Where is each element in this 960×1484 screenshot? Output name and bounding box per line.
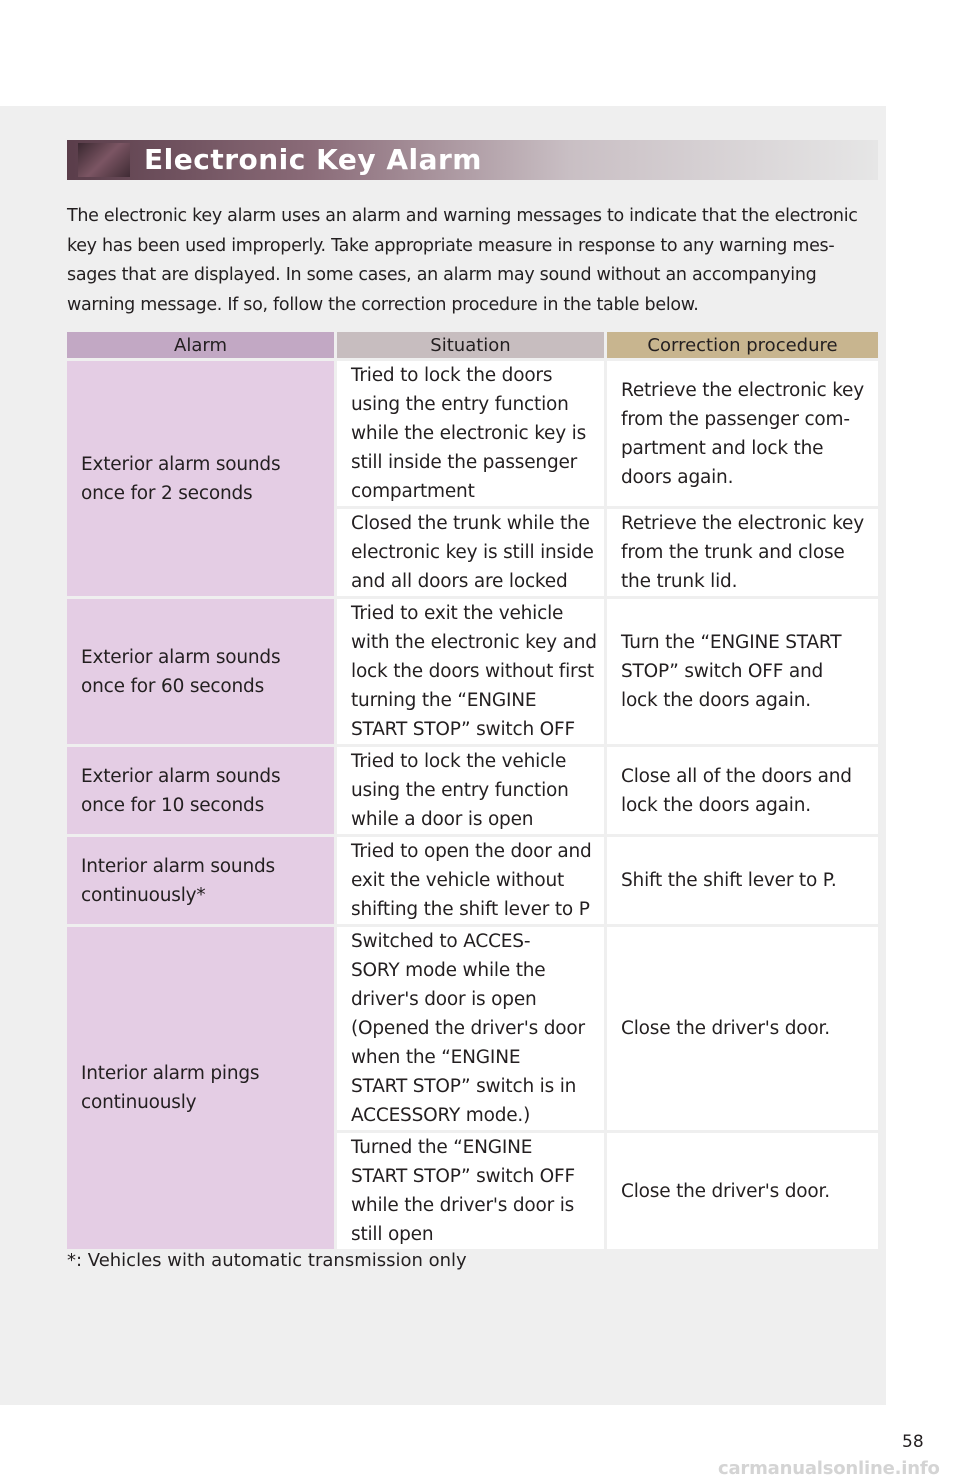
situation-cell: Tried to exit the vehicle with the electronic key and lock the doors without first turning the “ENGINE START STOP” switch OFF bbox=[337, 599, 604, 744]
situation-cell: Tried to open the door and exit the vehicle without shifting the shift lever to P bbox=[337, 837, 604, 924]
correction-cell: Close all of the doors and lock the doors again. bbox=[607, 747, 878, 834]
alarm-cell: Exterior alarm sounds once for 10 seconds bbox=[67, 747, 334, 834]
correction-cell: Close the driver's door. bbox=[607, 1133, 878, 1249]
header-alarm: Alarm bbox=[67, 332, 334, 358]
table-row bbox=[67, 599, 878, 744]
header-correction: Correction procedure bbox=[607, 332, 878, 358]
correction-cell: Turn the “ENGINE START STOP” switch OFF and lock the doors again. bbox=[607, 599, 878, 744]
situation-cell: Tried to lock the doors using the entry function while the electronic key is still inside the passenger compartment bbox=[337, 361, 604, 506]
page-number: 58 bbox=[902, 1432, 924, 1452]
table-row bbox=[67, 747, 878, 834]
title-decoration bbox=[78, 143, 130, 177]
intro-paragraph bbox=[67, 202, 879, 320]
table-row bbox=[67, 361, 878, 506]
table-row bbox=[67, 837, 878, 924]
section-title: Electronic Key Alarm bbox=[144, 143, 482, 176]
correction-cell: Shift the shift lever to P. bbox=[607, 837, 878, 924]
situation-cell: Turned the “ENGINE START STOP” switch OFF while the driver's door is still open bbox=[337, 1133, 604, 1249]
situation-cell: Tried to lock the vehicle using the entry function while a door is open bbox=[337, 747, 604, 834]
table-row bbox=[67, 927, 878, 1130]
correction-cell: Close the driver's door. bbox=[607, 927, 878, 1130]
correction-cell: Retrieve the electronic key from the passenger com- partment and lock the doors again. bbox=[607, 361, 878, 506]
alarm-table bbox=[64, 329, 881, 1252]
situation-cell: Closed the trunk while the electronic key is still inside and all doors are locked bbox=[337, 509, 604, 596]
alarm-cell: Exterior alarm sounds once for 60 seconds bbox=[67, 599, 334, 744]
intro-line: warning message. If so, follow the correction procedure in the table below. bbox=[67, 294, 699, 315]
intro-line: The electronic key alarm uses an alarm and warning messages to indicate that the electronic bbox=[67, 206, 858, 226]
alarm-cell: Exterior alarm sounds once for 2 seconds bbox=[67, 361, 334, 596]
intro-line: key has been used improperly. Take appropriate measure in response to any warning mes- bbox=[67, 235, 835, 256]
intro-line: sages that are displayed. In some cases, an alarm may sound without an accompanying bbox=[67, 265, 817, 285]
correction-cell: Retrieve the electronic key from the trunk and close the trunk lid. bbox=[607, 509, 878, 596]
footnote: *: Vehicles with automatic transmission only bbox=[67, 1250, 467, 1271]
situation-cell: Switched to ACCES- SORY mode while the driver's door is open (Opened the driver's door when the “ENGINE START STOP” switch is in ACCESSORY mode.) bbox=[337, 927, 604, 1130]
watermark: carmanualsonline.info bbox=[718, 1458, 940, 1479]
section-title-bar bbox=[67, 140, 878, 180]
table-header-row bbox=[67, 332, 878, 358]
alarm-cell: Interior alarm sounds continuously* bbox=[67, 837, 334, 924]
header-situation: Situation bbox=[337, 332, 604, 358]
alarm-cell: Interior alarm pings continuously bbox=[67, 927, 334, 1249]
